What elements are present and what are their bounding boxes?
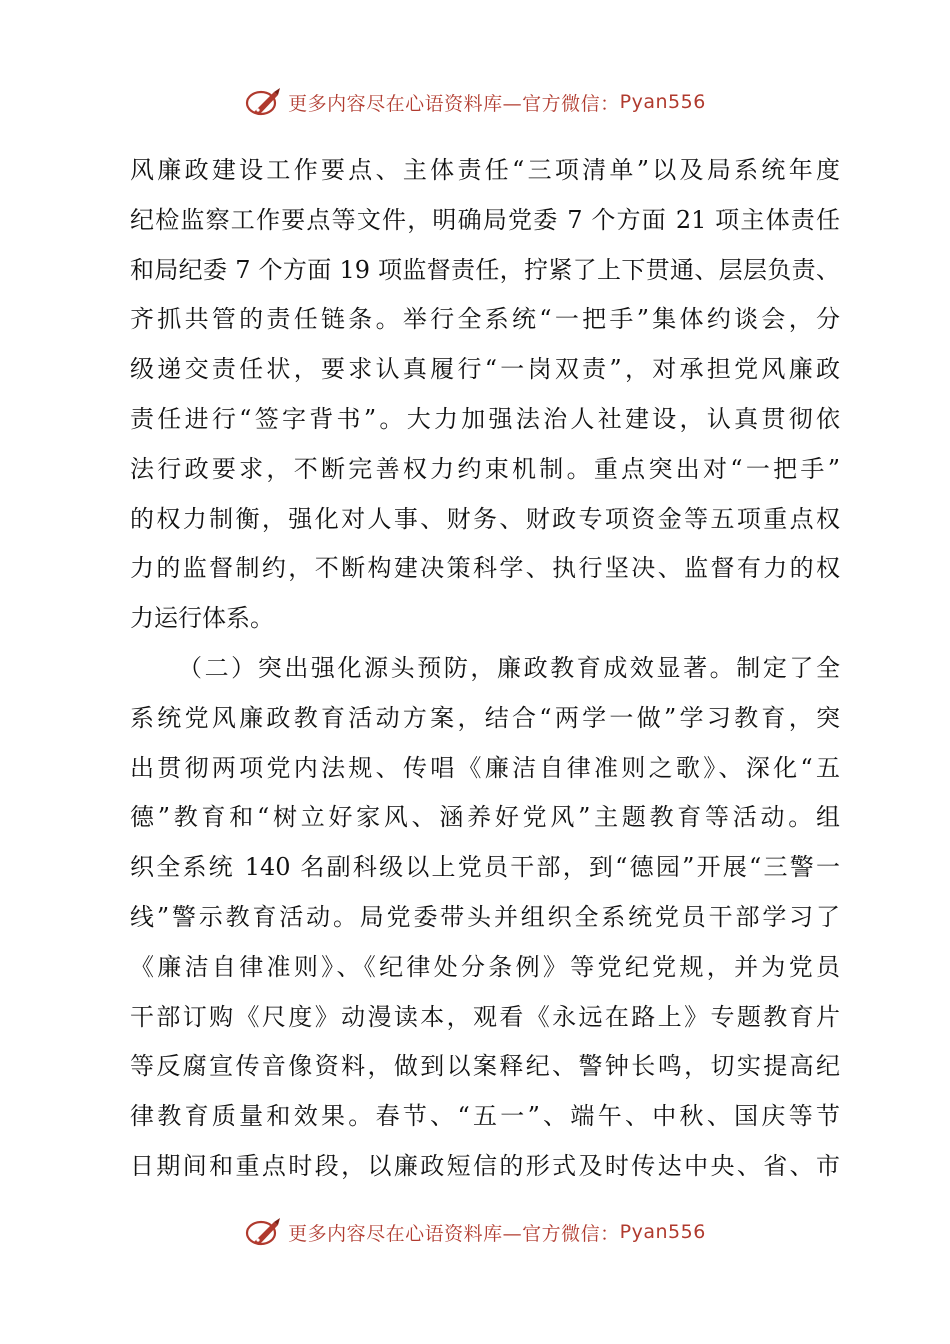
text-line: 干部订购《尺度》动漫读本，观看《永远在路上》专题教育片 (130, 1002, 840, 1031)
text-line: 的权力制衡，强化对人事、财务、财政专项资金等五项重点权 (130, 504, 840, 533)
text-line: 线”警示教育活动。局党委带头并组织全系统党员干部学习了 (130, 902, 840, 931)
text-line: 纪检监察工作要点等文件，明确局党委 7 个方面 21 项主体责任 (130, 205, 840, 234)
text-line: 日期间和重点时段，以廉政短信的形式及时传达中央、省、市 (130, 1151, 840, 1180)
section-heading-line: （二）突出强化源头预防，廉政教育成效显著。制定了全 (178, 653, 840, 682)
pen-nib-logo-icon (244, 1216, 284, 1248)
text-line: 级递交责任状，要求认真履行“一岗双责”，对承担党风廉政 (130, 355, 840, 384)
text-line: 《廉洁自律准则》、《纪律处分条例》等党纪党规，并为党员 (130, 952, 840, 981)
text-line: 德”教育和“树立好家风、涵养好党风”主题教育等活动。组 (130, 803, 840, 832)
watermark-text: 更多内容尽在心语资料库—官方微信： (288, 1222, 620, 1245)
watermark-wechat-id: Pyan556 (619, 91, 706, 113)
watermark-wechat-id: Pyan556 (619, 1221, 706, 1243)
text-line: 风廉政建设工作要点、主体责任“三项清单”以及局系统年度 (130, 156, 840, 184)
text-line: 力运行体系。 (130, 604, 274, 633)
text-line: 织全系统 140 名副科级以上党员干部，到“德园”开展“三警一 (130, 853, 840, 882)
text-line: 责任进行“签字背书”。大力加强法治人社建设，认真贯彻依 (130, 404, 840, 433)
paragraph-2 (130, 644, 840, 1192)
pen-nib-logo-icon (244, 86, 284, 118)
paragraph-1 (130, 146, 840, 644)
text-line: 法行政要求，不断完善权力约束机制。重点突出对“一把手” (130, 454, 840, 483)
text-line: 出贯彻两项党内法规、传唱《廉洁自律准则之歌》、深化“五 (130, 753, 840, 782)
text-line: 和局纪委 7 个方面 19 项监督责任，拧紧了上下贯通、层层负责、 (130, 255, 840, 284)
text-line: 系统党风廉政教育活动方案，结合“两学一做”学习教育，突 (130, 703, 840, 732)
watermark-text: 更多内容尽在心语资料库—官方微信： (288, 92, 620, 115)
text-line: 等反腐宣传音像资料，做到以案释纪、警钟长鸣，切实提高纪 (130, 1052, 840, 1081)
text-line: 齐抓共管的责任链条。举行全系统“一把手”集体约谈会，分 (130, 305, 840, 334)
text-line: 律教育质量和效果。春节、“五一”、端午、中秋、国庆等节 (130, 1102, 840, 1131)
watermark-header (0, 84, 950, 120)
text-line: 力的监督制约，不断构建决策科学、执行坚决、监督有力的权 (130, 554, 840, 583)
document-body (130, 146, 840, 1192)
watermark-footer (0, 1214, 950, 1250)
